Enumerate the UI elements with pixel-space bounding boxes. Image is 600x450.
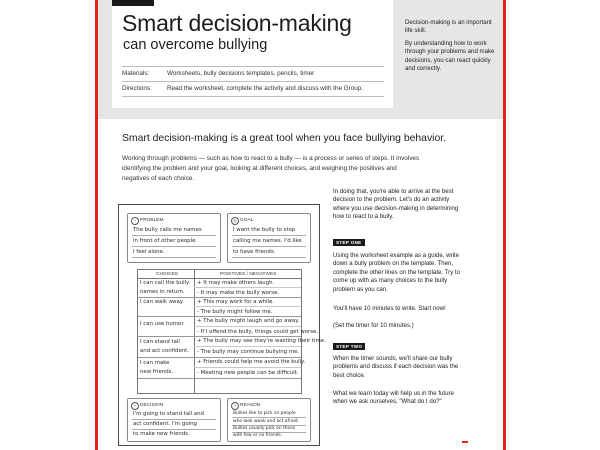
choice-text: I can use humor. xyxy=(140,321,185,327)
choice-text: I can call the bully xyxy=(140,280,190,286)
positive-text: + It may make others laugh. xyxy=(197,280,275,286)
closing-text: What we learn today will help us in the future when we ask ourselves, "What do I do?" xyxy=(333,390,454,406)
page-subtitle: can overcome bullying xyxy=(123,37,268,53)
side-note-p1: Decision-making is an important life skill. xyxy=(405,19,492,35)
goal-label: GOAL xyxy=(240,218,254,223)
ruled-line xyxy=(232,257,306,258)
page-corner-mark xyxy=(462,441,468,443)
problem-line: in front of other people. xyxy=(133,238,198,244)
materials-value: Worksheets, bully decisions templates, pencils, timer xyxy=(167,70,315,77)
header-tab xyxy=(112,0,154,6)
side-note-p2: By understanding how to work through your problems and make decisions, you can react quickly and correctly. xyxy=(405,39,495,73)
choices-table xyxy=(137,269,326,394)
materials-label: Materials: xyxy=(122,70,150,77)
side-note xyxy=(405,19,500,77)
row-divider xyxy=(138,316,301,317)
row-subdivider xyxy=(194,346,301,347)
step-one-text: Using the worksheet example as a guide, write down a bully problem on the template. Then, complete the other lines on the template. Try to come up with as many choices to the bully problem as you can. xyxy=(333,252,461,293)
decision-label: DECISION xyxy=(140,403,164,408)
ruled-line xyxy=(132,429,216,430)
timer-text: You'll have 10 minutes to write. Start now! xyxy=(333,305,446,312)
ruled-line xyxy=(132,235,216,236)
meta-divider xyxy=(122,96,384,97)
positives-negatives-header: POSITIVES / NEGATIVES xyxy=(220,271,277,277)
choices-header: CHOICES xyxy=(156,271,178,277)
page-title: Smart decision-making xyxy=(122,10,352,36)
positive-text: + The bully may see they're wasting their time. xyxy=(197,338,326,344)
ruled-line xyxy=(132,246,216,247)
column-divider xyxy=(194,270,195,393)
goal-line: calling me names. I'd like xyxy=(233,238,302,244)
decision-line: I'm going to stand tall and xyxy=(133,411,204,417)
goal-line: I want the bully to stop xyxy=(233,227,296,233)
row-divider xyxy=(138,336,301,337)
target-icon: ◎ xyxy=(231,217,239,225)
positive-text: + This may work for a while. xyxy=(197,299,275,305)
right-red-rule xyxy=(503,0,506,450)
row-subdivider xyxy=(194,306,301,307)
row-subdivider xyxy=(194,367,301,368)
row-divider xyxy=(138,378,301,379)
directions-value: Read the worksheet, complete the activity and discuss with the Group. xyxy=(167,85,364,92)
decision-worksheet xyxy=(118,204,326,446)
reason-label: REASON xyxy=(240,403,261,408)
ruled-line xyxy=(232,235,306,236)
reason-line: Bullies usually pick on those xyxy=(233,426,296,431)
step-two-text: When the timer sounds, we'll share our bully problems and discuss if each decision was the best choice. xyxy=(333,355,459,379)
reason-line: Bullies like to pick on people xyxy=(233,411,296,416)
reason-box xyxy=(227,398,311,442)
row-divider xyxy=(138,357,301,358)
problem-box xyxy=(127,213,221,263)
intro-paragraph: Working through problems — such as how to react to a bully — is a process or series of steps. It involves identifying the problem and your goal, looking at different choices, and weighing the positives and negatives of each choice. xyxy=(122,155,420,182)
decision-line: to make new friends. xyxy=(133,431,190,437)
step-two-badge: STEP TWO xyxy=(333,343,365,350)
ruled-line xyxy=(132,257,216,258)
positive-text: + Friends could help me avoid the bully. xyxy=(197,359,306,365)
choice-text: and act confident. xyxy=(140,348,190,354)
goal-line: to have friends. xyxy=(233,249,276,255)
reason-line: with few or no friends. xyxy=(233,433,283,438)
row-subdivider xyxy=(194,326,301,327)
positive-text: + The bully might laugh and go away. xyxy=(197,318,300,324)
negative-text: - The bully may continue bullying me. xyxy=(197,349,300,355)
choice-text: I can stand tall xyxy=(140,339,180,345)
timer-note: (Set the timer for 10 minutes.) xyxy=(333,322,414,329)
step-one-badge: STEP ONE xyxy=(333,239,365,246)
goal-box xyxy=(227,213,311,263)
decision-line: act confident. I'm going xyxy=(133,421,197,427)
problem-line: I feel alone. xyxy=(133,249,165,255)
negative-text: - Meeting new people can be difficult. xyxy=(197,370,299,376)
checkmark-icon: ✓ xyxy=(131,402,139,410)
lead-sentence: Smart decision-making is a great tool when you face bullying behavior. xyxy=(122,133,447,144)
meta-divider xyxy=(122,81,384,82)
row-subdivider xyxy=(194,287,301,288)
problem-label: PROBLEM xyxy=(140,218,164,223)
row-divider xyxy=(138,297,301,298)
meta-divider xyxy=(122,66,384,67)
negative-text: - If I offend the bully, things could get worse. xyxy=(197,329,319,335)
choice-text: names in return. xyxy=(140,289,185,295)
lightbulb-icon: ! xyxy=(131,217,139,225)
negative-text: - It may make the bully worse. xyxy=(197,290,280,296)
negative-text: - The bully might follow me. xyxy=(197,309,273,315)
ruled-line xyxy=(132,419,216,420)
choice-text: I can make xyxy=(140,360,170,366)
right-intro: In doing that, you're able to arrive at the best decision to the problem. Let's do an activity where you use decision-making in determining how to react to a bully. xyxy=(333,188,459,221)
ruled-line xyxy=(232,246,306,247)
choice-text: new friends. xyxy=(140,369,174,375)
reason-line: who look weak and act afraid. xyxy=(233,418,299,424)
directions-label: Directions: xyxy=(122,85,152,92)
choice-text: I can walk away. xyxy=(140,299,184,305)
question-icon: ? xyxy=(231,402,239,410)
decision-box xyxy=(127,398,221,442)
problem-line: The bully calls me names xyxy=(133,227,202,233)
